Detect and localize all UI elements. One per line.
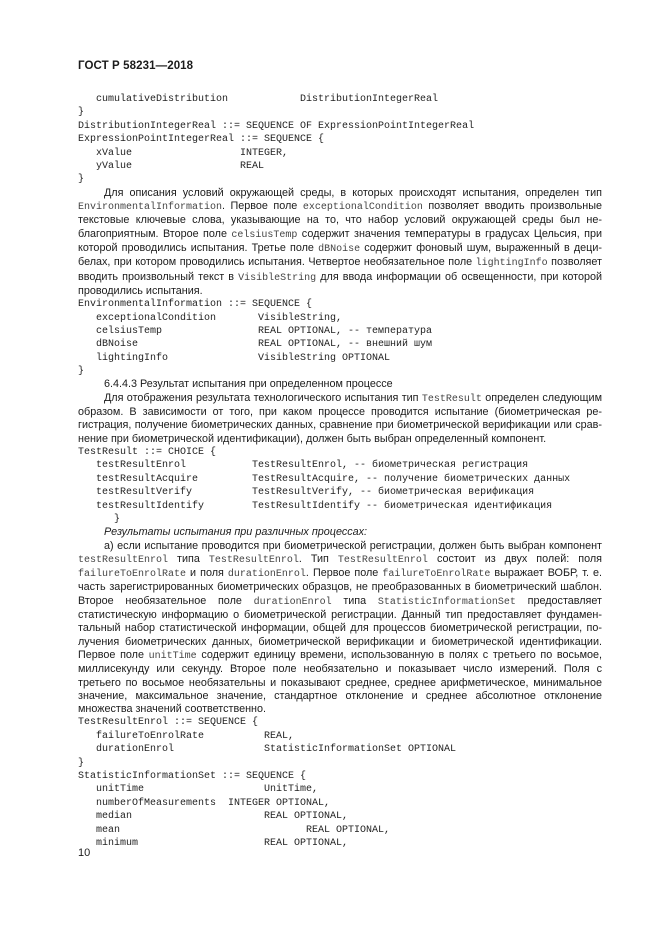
section-heading: 6.4.4.3 Результат испытания при определенном процессе <box>104 378 393 391</box>
code-block-2 <box>78 298 602 378</box>
code-line: xValue INTEGER, <box>78 147 289 159</box>
inline-code-identifier: lightingInfo <box>475 258 548 270</box>
code-line: DistributionIntegerReal ::= SEQUENCE OF ExpressionPointIntegerReal <box>78 120 475 132</box>
code-line: } <box>78 174 85 186</box>
code-line: testResultIdentify TestResultIdentify -- биометрическая идентификация <box>78 500 553 512</box>
code-line: numberOfMeasurements INTEGER OPTIONAL, <box>78 797 331 809</box>
code-line: unitTime UnitTime, <box>78 784 319 796</box>
code-line: } <box>78 107 85 119</box>
code-line: dBNoise REAL OPTIONAL, -- внешний шум <box>78 339 433 351</box>
paragraph-test-result: Для отображения результата технологического испытания тип TestResult определен следующим образом. В зависимости от того, при каком процессе проводится испытание (биометрическая регистрация, получение биометрических данных, сравнение при биометрической верификации или сравнение при биометрической идентификации), должен быть выбран определенный компонент. <box>78 391 602 445</box>
code-line: mean REAL OPTIONAL, <box>78 824 391 836</box>
page-content <box>78 93 602 850</box>
code-block-3 <box>78 446 602 526</box>
code-block-4 <box>78 716 602 850</box>
code-line: exceptionalCondition VisibleString, <box>78 312 343 324</box>
inline-code-identifier: celsiusTemp <box>231 229 298 241</box>
code-line: ExpressionPointIntegerReal ::= SEQUENCE { <box>78 134 325 146</box>
inline-code-identifier: TestResultEnrol <box>208 554 299 566</box>
code-line: cumulativeDistribution DistributionIntegerReal <box>78 94 439 105</box>
inline-code-identifier: VisibleString <box>238 272 317 284</box>
code-line: yValue REAL <box>78 160 265 172</box>
code-line: } <box>78 513 121 525</box>
inline-code-identifier: StatisticInformationSet <box>377 596 516 608</box>
code-line: minimum REAL OPTIONAL, <box>78 837 349 849</box>
code-line: failureToEnrolRate REAL, <box>78 730 295 742</box>
code-block-1 <box>78 93 602 187</box>
inline-code-identifier: durationEnrol <box>253 596 332 608</box>
italic-heading: Результаты испытания при различных процессах: <box>104 526 368 539</box>
code-line: median REAL OPTIONAL, <box>78 811 349 823</box>
inline-code-identifier: unitTime <box>148 650 197 662</box>
code-line: testResultAcquire TestResultAcquire, -- получение биометрических данных <box>78 473 571 485</box>
paragraph-environmental: Для описания условий окружающей среды, в которых происходят испытания, определен тип EnvironmentalInformation. Первое поле exceptionalCondition позволяет вводить произвольные текстовые ключевые слова, указывающие на то, что набор условий окружающей среды был неблагоприятным. Второе поле celsiusTemp содержит значения температуры в градусах Цельсия, при которой проводились испытания. Третье поле dBNoise содержит фоновый шум, выраженный в децибелах, при котором проводились испытания. Четвертое необязательное поле lightingInfo позволяет вводить произвольный текст в VisibleString для ввода информации об освещенности, при которой проводились испытания. <box>78 186 602 297</box>
inline-code-identifier: durationEnrol <box>227 569 306 581</box>
inline-code-identifier: TestResultEnrol <box>337 554 428 566</box>
code-line: lightingInfo VisibleString OPTIONAL <box>78 352 391 364</box>
code-line: testResultEnrol TestResultEnrol, -- биометрическая регистрация <box>78 460 529 472</box>
page-number: 10 <box>78 847 91 859</box>
inline-code-identifier: failureToEnrolRate <box>382 569 491 581</box>
code-line: TestResult ::= CHOICE { <box>78 446 217 458</box>
inline-code-identifier: TestResult <box>421 393 482 405</box>
paragraph-enrol: а) если испытание проводится при биометрической регистрации, должен быть выбран компонент testResultEnrol типа TestResultEnrol. Тип TestResultEnrol состоит из двух полей: поля failureToEnrolRate и поля durationEnrol. Первое поле failureToEnrolRate выражает ВОБР, т. е. часть зарегистрированных биометрических образцов, не преобразованных в биометрический шаблон. Второе необязательное поле durationEnrol типа StatisticInformationSet предоставляет статистическую информацию о биометрической регистрации. Данный тип предоставляет фундаментальный набор статистической информации, общей для процессов биометрической регистрации, получения биометрических данных, биометрической верификации и биометрической идентификации. Первое поле unitTime содержит единицу времени, использованную в полях с третьего по восьмое, миллисекунду или секунду. Второе поле необязательно и показывает число измерений. Поля с третьего по восьмое необязательны и показывают среднее, среднее арифметическое, минимальное значение, максимальное значение, стандартное отклонение и среднее абсолютное отклонение множества значений соответственно. <box>78 539 603 716</box>
code-line: StatisticInformationSet ::= SEQUENCE { <box>78 771 307 782</box>
inline-code-identifier: testResultEnrol <box>78 554 169 566</box>
code-line: TestResultEnrol ::= SEQUENCE { <box>78 717 259 729</box>
inline-code-identifier: EnvironmentalInformation <box>78 202 223 214</box>
code-line: durationEnrol StatisticInformationSet OPTIONAL <box>78 744 457 756</box>
code-line: testResultVerify TestResultVerify, -- биометрическая верификация <box>78 487 535 499</box>
code-line: } <box>78 366 85 378</box>
code-line: EnvironmentalInformation ::= SEQUENCE { <box>78 299 313 311</box>
code-line: celsiusTemp REAL OPTIONAL, -- температура <box>78 325 433 337</box>
document-header: ГОСТ Р 58231—2018 <box>78 60 194 72</box>
code-line: } <box>78 757 85 769</box>
inline-code-identifier: dBNoise <box>318 243 361 255</box>
inline-code-identifier: failureToEnrolRate <box>78 569 187 581</box>
inline-code-identifier: exceptionalCondition <box>302 202 423 214</box>
